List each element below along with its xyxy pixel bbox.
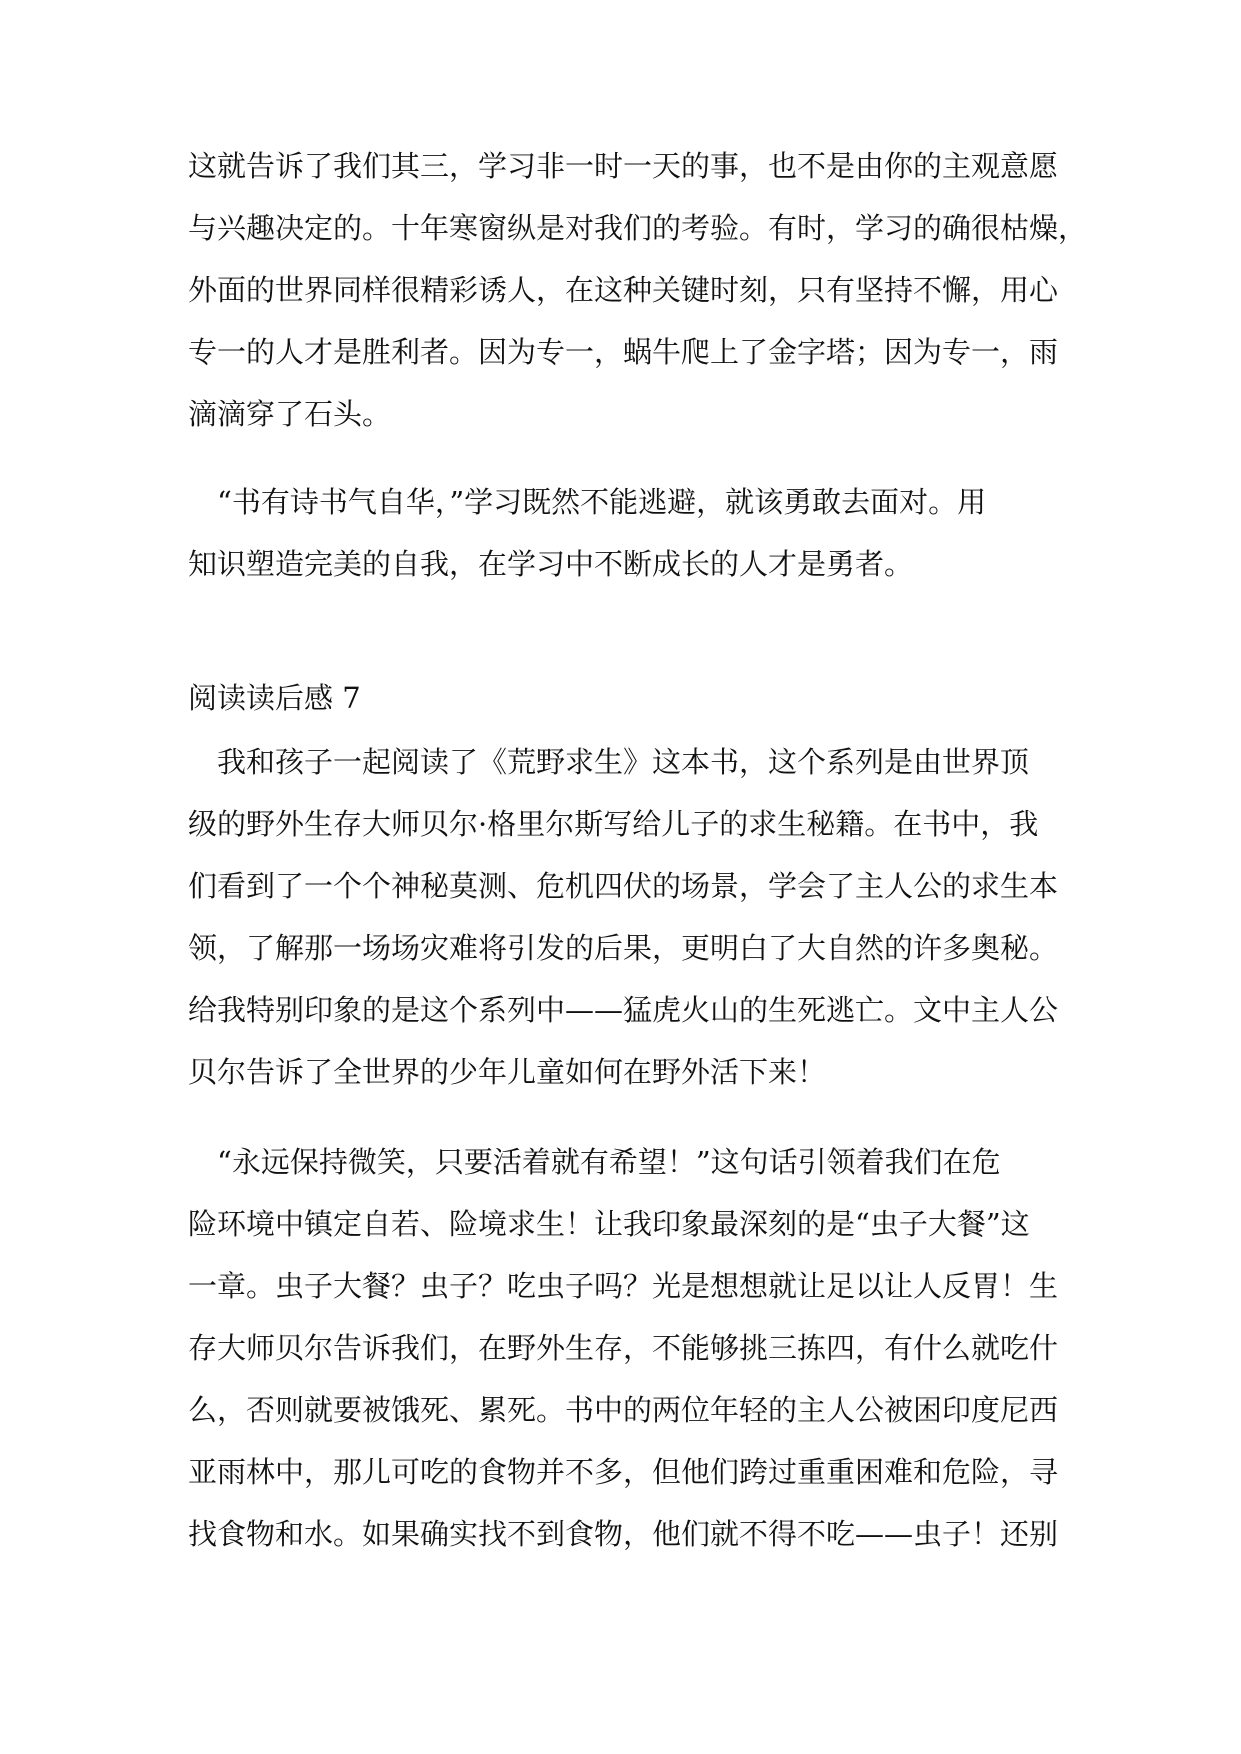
text-line: 这就告诉了我们其三，学习非一时一天的事，也不是由你的主观意愿 [188,149,1059,183]
text-line: 存大师贝尔告诉我们，在野外生存，不能够挑三拣四，有什么就吃什 [188,1331,1059,1365]
text-line: 一章。虫子大餐？虫子？吃虫子吗？光是想想就让足以让人反胃！生 [188,1269,1059,1303]
text-line: 我和孩子一起阅读了《荒野求生》这本书，这个系列是由世界顶 [188,745,1030,779]
text-line: 级的野外生存大师贝尔·格里尔斯写给儿子的求生秘籍。在书中，我 [188,807,1039,841]
text-line: 么，否则就要被饿死、累死。书中的两位年轻的主人公被困印度尼西 [188,1393,1059,1427]
text-line: 领，了解那一场场灾难将引发的后果，更明白了大自然的许多奥秘。 [188,931,1059,965]
text-line: 外面的世界同样很精彩诱人，在这种关键时刻，只有坚持不懈，用心 [188,273,1059,307]
text-line: 与兴趣决定的。十年寒窗纵是对我们的考验。有时，学习的确很枯燥， [188,211,1088,245]
text-line: 给我特别印象的是这个系列中——猛虎火山的生死逃亡。文中主人公 [188,993,1059,1027]
text-line: 知识塑造完美的自我，在学习中不断成长的人才是勇者。 [188,547,914,581]
text-line: 亚雨林中，那儿可吃的食物并不多，但他们跨过重重困难和危险，寻 [188,1455,1059,1489]
text-line: 滴滴穿了石头。 [188,397,392,431]
text-line: 贝尔告诉了全世界的少年儿童如何在野外活下来！ [188,1055,827,1089]
text-line: 专一的人才是胜利者。因为专一，蜗牛爬上了金字塔；因为专一，雨 [188,335,1059,369]
text-line: 们看到了一个个神秘莫测、危机四伏的场景，学会了主人公的求生本 [188,869,1059,903]
text-line: 险环境中镇定自若、险境求生！让我印象最深刻的是“虫子大餐”这 [188,1207,1030,1241]
text-line: “书有诗书气自华，”学习既然不能逃避，就该勇敢去面对。用 [188,485,987,519]
text-line: “永远保持微笑，只要活着就有希望！”这句话引领着我们在危 [188,1145,1001,1179]
text-line: 找食物和水。如果确实找不到食物，他们就不得不吃——虫子！还别 [188,1517,1059,1551]
section-heading: 阅读读后感 7 [188,681,361,715]
